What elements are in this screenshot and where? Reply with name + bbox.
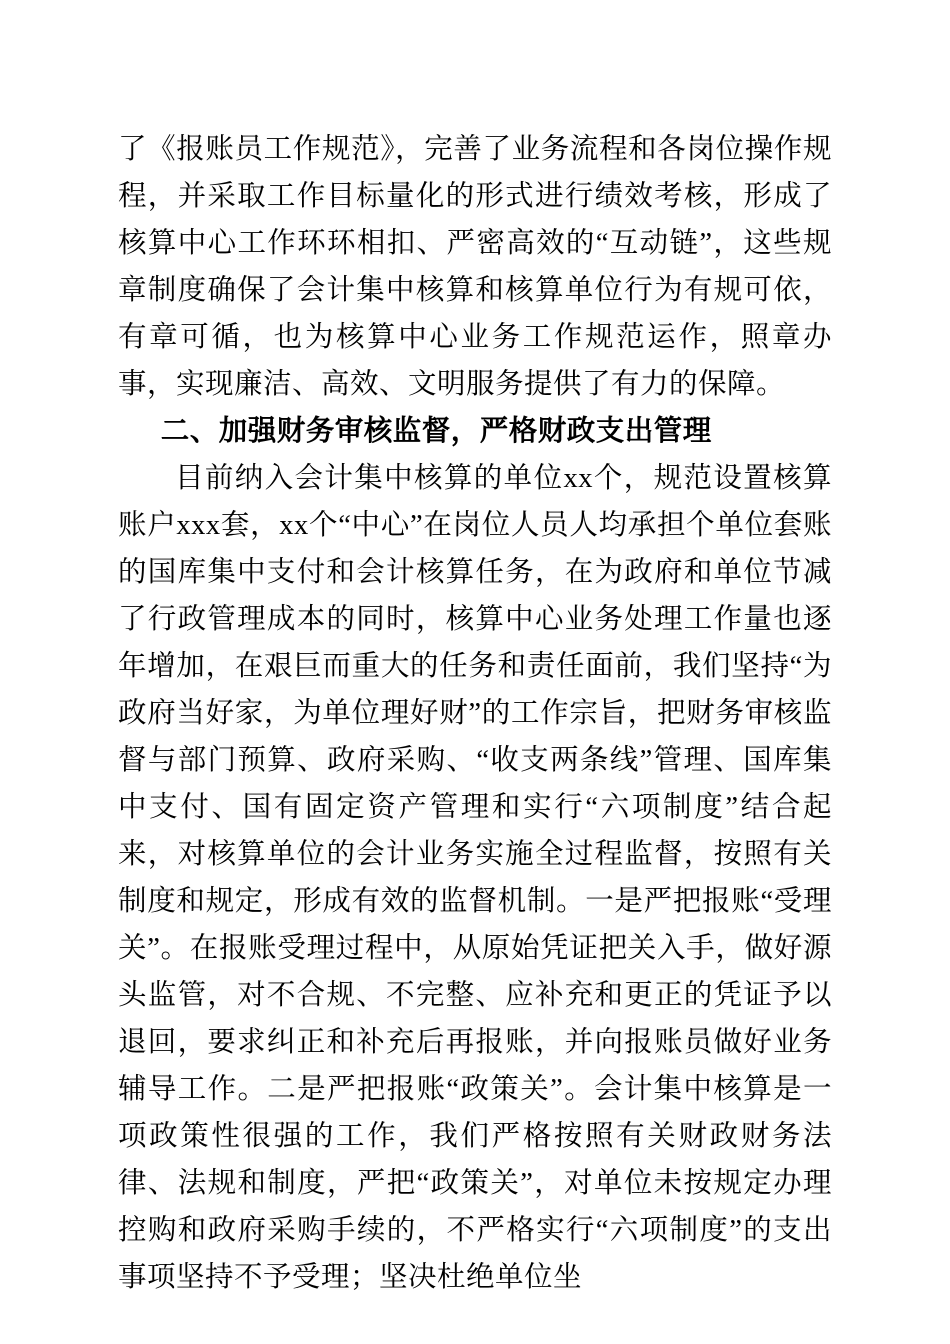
body-paragraph: 目前纳入会计集中核算的单位xx个，规范设置核算账户xxx套，xx个“中心”在岗位人员人均承担个单位套账的国库集中支付和会计核算任务，在为政府和单位节减了行政管理成本的同时，核算中心业务处理工作量也逐年增加，在艰巨而重大的任务和责任面前，我们坚持“为政府当好家，为单位理好财”的工作宗旨，把财务审核监督与部门预算、政府采购、“收支两条线”管理、国库集中支付、国有固定资产管理和实行“六项制度”结合起来，对核算单位的会计业务实施全过程监督，按照有关制度和规定，形成有效的监督机制。一是严把报账“受理关”。在报账受理过程中，从原始凭证把关入手，做好源头监管，对不合规、不完整、应补充和更正的凭证予以退回，要求纠正和补充后再报账，并向报账员做好业务辅导工作。二是严把报账“政策关”。会计集中核算是一项政策性很强的工作，我们严格按照有关财政财务法律、法规和制度，严把“政策关”，对单位未按规定办理控购和政府采购手续的，不严格实行“六项制度”的支出事项坚持不予受理；坚决杜绝单位坐 [118,463,832,1293]
section-heading: 二、加强财务审核监督，严格财政支出管理 [160,415,712,447]
document-body [118,126,832,1301]
body-paragraph: 了《报账员工作规范》，完善了业务流程和各岗位操作规程，并采取工作目标量化的形式进行绩效考核，形成了核算中心工作环环相扣、严密高效的“互动链”，这些规章制度确保了会计集中核算和核算单位行为有规可依，有章可循，也为核算中心业务工作规范运作，照章办事，实现廉洁、高效、文明服务提供了有力的保障。 [118,134,832,400]
